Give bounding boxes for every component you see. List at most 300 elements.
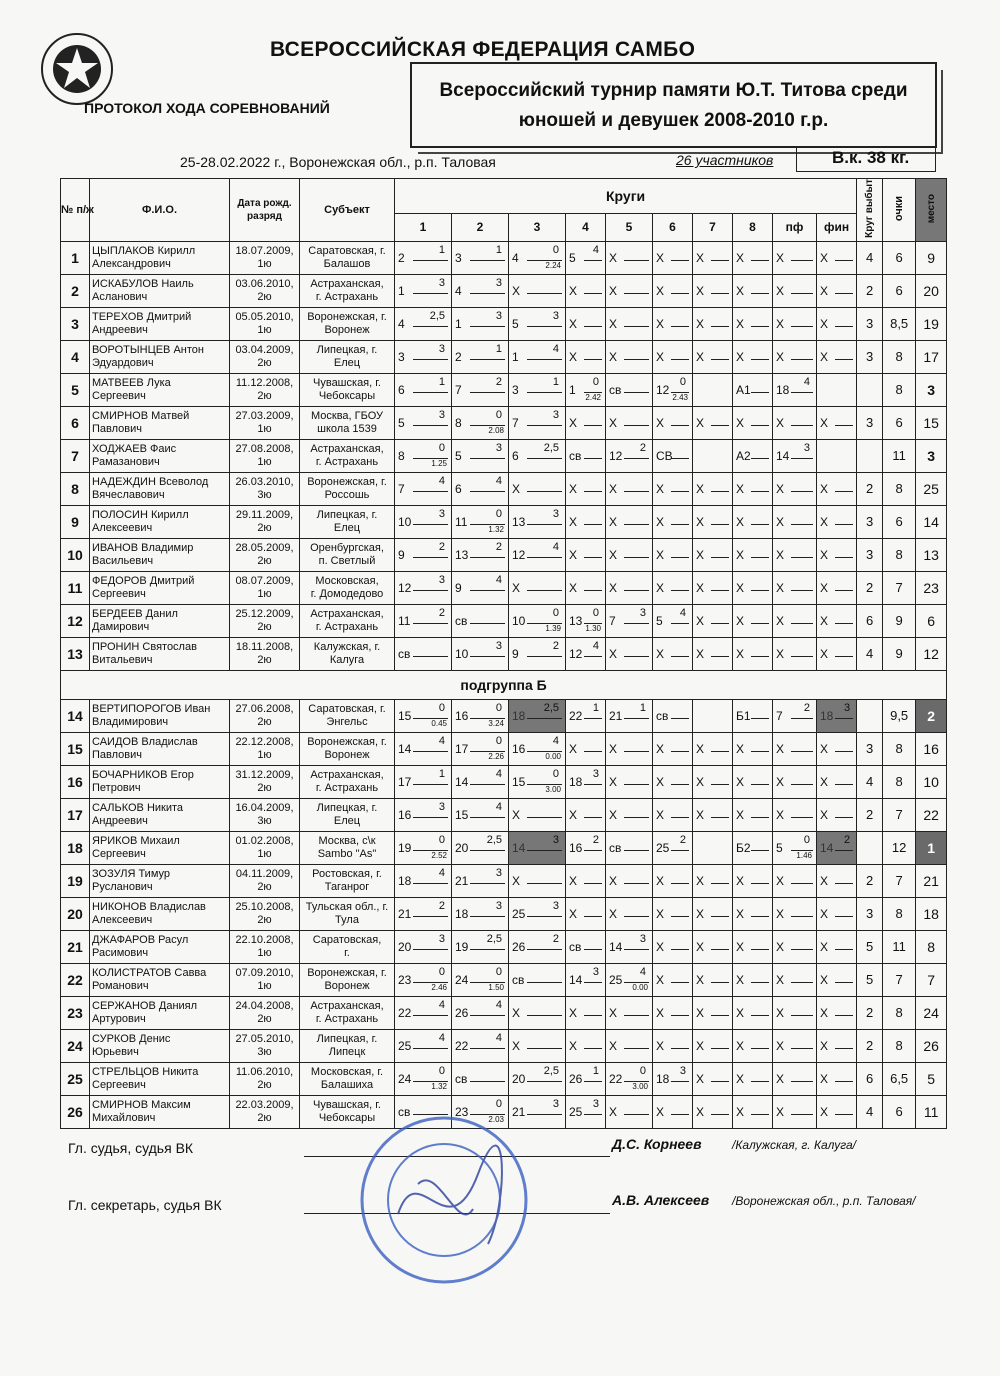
bout-line <box>751 949 769 950</box>
row-number: 13 <box>61 637 90 670</box>
athlete-patronymic: Романович <box>92 979 149 992</box>
bout-cell <box>817 699 857 732</box>
opponent-number: Х <box>609 1005 618 1020</box>
opponent-number: 17 <box>398 774 412 789</box>
bout-score: 2 <box>438 540 445 553</box>
opponent-number: 26 <box>569 1071 583 1086</box>
place: 18 <box>916 897 947 930</box>
bout-score: 0 <box>679 375 686 388</box>
opponent-number: 14 <box>398 741 412 756</box>
bout-cell <box>733 930 773 963</box>
bout-cell <box>566 831 606 864</box>
opponent-number: Х <box>656 807 665 822</box>
region-line2: Чебоксары <box>318 389 376 402</box>
athlete-patronymic: Юрьевич <box>92 1045 139 1058</box>
opponent-number: 15 <box>512 774 526 789</box>
bout-line <box>671 326 689 327</box>
opponent-number: Х <box>696 906 705 921</box>
bout-cell <box>817 897 857 930</box>
opponent-number: Х <box>569 415 578 430</box>
opponent-number: 1 <box>455 316 462 331</box>
opponent-number: 9 <box>455 580 462 595</box>
birth-date-value: 03.04.2009, <box>235 343 294 356</box>
round-out: 3 <box>857 406 883 439</box>
athlete-patronymic: Павлович <box>92 422 142 435</box>
bout-line <box>711 751 729 752</box>
opponent-number: Х <box>820 906 829 921</box>
bout-line <box>470 883 505 884</box>
bout-line <box>791 949 813 950</box>
athlete-patronymic: Алексеевич <box>92 521 153 534</box>
bout-line <box>470 359 505 360</box>
region-line1: Астраханская, <box>310 999 384 1012</box>
opponent-number: Х <box>696 316 705 331</box>
bout-cell <box>509 373 566 406</box>
region-line1: Саратовская, г. <box>308 702 386 715</box>
round-out: 2 <box>857 996 883 1029</box>
bout-cell <box>606 798 653 831</box>
opponent-number: Б2 <box>736 840 751 855</box>
bout-cell <box>566 604 606 637</box>
region-line1: Астраханская, <box>310 607 384 620</box>
bout-cell <box>606 963 653 996</box>
opponent-number: Х <box>656 283 665 298</box>
opponent-number: 1 <box>512 349 519 364</box>
bout-line <box>671 359 689 360</box>
birth-date-value: 18.07.2009, <box>235 244 294 257</box>
athlete-name <box>90 538 230 571</box>
bout-score: 1 <box>592 701 599 714</box>
points: 11 <box>883 439 916 472</box>
region-line1: Московская, г. <box>310 1065 384 1078</box>
points: 8 <box>883 732 916 765</box>
place: 22 <box>916 798 947 831</box>
bout-line <box>671 1015 689 1016</box>
opponent-number: 14 <box>776 448 790 463</box>
bout-cell <box>452 930 509 963</box>
opponent-number: Х <box>512 807 521 822</box>
athlete-name <box>90 1029 230 1062</box>
sport-rank: 2ю <box>257 554 272 567</box>
opponent-number: Х <box>656 741 665 756</box>
bout-cell <box>452 373 509 406</box>
region <box>300 699 395 732</box>
opponent-number: 25 <box>398 1038 412 1053</box>
bout-cell <box>566 373 606 406</box>
bout-cell <box>566 732 606 765</box>
row-number: 16 <box>61 765 90 798</box>
opponent-number: Х <box>736 1071 745 1086</box>
bout-line <box>470 1015 505 1016</box>
col-num-header: № п/ж <box>61 179 90 242</box>
bout-score: 3 <box>438 932 445 945</box>
bout-cell <box>653 340 693 373</box>
bout-line <box>624 326 649 327</box>
bout-cell <box>566 963 606 996</box>
bout-line <box>751 982 769 983</box>
opponent-number: св <box>398 646 411 661</box>
athlete-patronymic: Эдуардович <box>92 356 154 369</box>
opponent-number: Х <box>820 646 829 661</box>
place: 17 <box>916 340 947 373</box>
birth-date <box>230 897 300 930</box>
table-row <box>61 930 947 963</box>
bout-score: 3 <box>552 408 559 421</box>
opponent-number: 11 <box>398 613 411 628</box>
opponent-number: Х <box>776 547 785 562</box>
bout-score: 3 <box>495 309 502 322</box>
bout-cell <box>509 505 566 538</box>
bout-line <box>791 1081 813 1082</box>
bout-cell <box>395 241 452 274</box>
opponent-number: 4 <box>512 250 519 265</box>
opponent-number: Х <box>609 250 618 265</box>
bout-score: 2 <box>639 441 646 454</box>
bout-score: 2 <box>438 899 445 912</box>
row-number: 12 <box>61 604 90 637</box>
bout-score: 2 <box>495 375 502 388</box>
opponent-number: Х <box>776 972 785 987</box>
opponent-number: Х <box>609 873 618 888</box>
protocol-table <box>60 178 947 1129</box>
bout-cell <box>773 930 817 963</box>
bout-line <box>711 623 729 624</box>
bout-cell <box>452 996 509 1029</box>
bout-cell <box>395 864 452 897</box>
opponent-number: Х <box>569 283 578 298</box>
birth-date-value: 18.11.2008, <box>235 640 294 653</box>
round-out: 2 <box>857 864 883 897</box>
birth-date-value: 11.12.2008, <box>235 376 294 389</box>
row-number: 10 <box>61 538 90 571</box>
bout-cell <box>693 505 733 538</box>
bout-cell <box>452 1029 509 1062</box>
opponent-number: Х <box>696 972 705 987</box>
opponent-number: 18 <box>512 708 526 723</box>
bout-line <box>413 817 448 818</box>
opponent-number: Х <box>609 906 618 921</box>
region <box>300 406 395 439</box>
bout-line <box>791 425 813 426</box>
birth-date-value: 25.10.2008, <box>235 900 294 913</box>
opponent-number: Х <box>736 283 745 298</box>
bout-line <box>413 916 448 917</box>
bout-cell <box>653 439 693 472</box>
bout-line <box>527 491 562 492</box>
bout-cell <box>395 699 452 732</box>
bout-score: 3 <box>438 573 445 586</box>
athlete-patronymic: Русланович <box>92 880 153 893</box>
bout-cell <box>653 538 693 571</box>
bout-cell <box>395 1029 452 1062</box>
athlete-surname: СМИРНОВ Матвей <box>92 409 190 422</box>
opponent-number: 18 <box>398 873 412 888</box>
region-line1: Липецкая, г. <box>316 343 378 356</box>
bout-cell <box>452 798 509 831</box>
bout-cell <box>773 604 817 637</box>
bout-cell <box>817 765 857 798</box>
row-number: 9 <box>61 505 90 538</box>
bout-score: 4 <box>552 540 559 553</box>
bout-line <box>624 425 649 426</box>
bout-cell <box>509 930 566 963</box>
opponent-number: 19 <box>455 939 469 954</box>
bout-cell <box>653 765 693 798</box>
opponent-number: 25 <box>512 906 526 921</box>
sport-rank: 1ю <box>257 455 272 468</box>
opponent-number: 2 <box>398 250 405 265</box>
bout-line <box>671 817 689 818</box>
bout-line <box>835 1048 853 1049</box>
athlete-surname: САЛЬКОВ Никита <box>92 801 184 814</box>
bout-line <box>791 916 813 917</box>
place: 10 <box>916 765 947 798</box>
bout-line <box>527 392 562 393</box>
bout-cell <box>817 340 857 373</box>
region <box>300 472 395 505</box>
bout-line <box>413 557 448 558</box>
bout-score: 3 <box>438 276 445 289</box>
bout-line <box>527 1081 562 1082</box>
bout-cell <box>733 1062 773 1095</box>
bout-line <box>671 982 689 983</box>
bout-line <box>751 392 769 393</box>
opponent-number: Х <box>569 514 578 529</box>
region <box>300 732 395 765</box>
opponent-number: Х <box>820 1005 829 1020</box>
opponent-number: Х <box>820 514 829 529</box>
opponent-number: 16 <box>569 840 583 855</box>
col-place-header: место <box>916 179 947 242</box>
bout-cell <box>509 699 566 732</box>
birth-date-value: 22.12.2008, <box>235 735 294 748</box>
region-line2: Энгельс <box>326 715 368 728</box>
region-line2: Балашов <box>323 257 371 270</box>
bout-line <box>671 656 689 657</box>
bout-score: 3 <box>495 639 502 652</box>
bout-line <box>624 850 649 851</box>
bout-cell <box>653 406 693 439</box>
bout-score: 4 <box>438 998 445 1011</box>
bout-cell <box>509 439 566 472</box>
opponent-number: 3 <box>455 250 462 265</box>
table-row <box>61 798 947 831</box>
birth-date <box>230 798 300 831</box>
region-line2: Елец <box>333 356 361 369</box>
bout-score: 2,5 <box>486 932 502 945</box>
bout-line <box>751 359 769 360</box>
round-header-3: 3 <box>509 213 566 241</box>
row-number: 26 <box>61 1095 90 1128</box>
region-line2: Липецк <box>328 1045 366 1058</box>
bout-cell <box>452 472 509 505</box>
bout-score: 2 <box>844 833 851 846</box>
opponent-number: 12 <box>398 580 412 595</box>
points: 9,5 <box>883 699 916 732</box>
bout-cell <box>693 897 733 930</box>
round-out <box>857 439 883 472</box>
bout-score: 4 <box>438 734 445 747</box>
bout-cell <box>653 798 693 831</box>
opponent-number: Х <box>696 1038 705 1053</box>
athlete-patronymic: Вячеславович <box>92 488 165 501</box>
row-number: 3 <box>61 307 90 340</box>
bout-time: 2.42 <box>585 392 601 402</box>
opponent-number: Х <box>609 1038 618 1053</box>
bout-cell <box>693 241 733 274</box>
region <box>300 897 395 930</box>
opponent-number: 9 <box>398 547 405 562</box>
bout-score: 3 <box>438 507 445 520</box>
opponent-number: Х <box>776 646 785 661</box>
bout-cell <box>733 340 773 373</box>
bout-cell <box>817 1029 857 1062</box>
bout-score: 3 <box>438 408 445 421</box>
opponent-number: 22 <box>455 1038 469 1053</box>
opponent-number: Х <box>569 1005 578 1020</box>
opponent-number: 23 <box>398 972 412 987</box>
bout-line <box>751 1114 769 1115</box>
bout-line <box>835 718 853 719</box>
opponent-number: Х <box>696 873 705 888</box>
bout-cell <box>452 831 509 864</box>
bout-cell <box>733 1029 773 1062</box>
table-row <box>61 897 947 930</box>
bout-line <box>671 293 689 294</box>
row-number: 14 <box>61 699 90 732</box>
points: 8 <box>883 538 916 571</box>
birth-date <box>230 1095 300 1128</box>
athlete-name <box>90 1095 230 1128</box>
place: 2 <box>916 699 947 732</box>
athlete-surname: ПРОНИН Святослав <box>92 640 197 653</box>
points: 8 <box>883 1029 916 1062</box>
athlete-name <box>90 373 230 406</box>
opponent-number: 6 <box>512 448 519 463</box>
opponent-number: Х <box>820 807 829 822</box>
bout-line <box>527 359 562 360</box>
bout-cell <box>509 241 566 274</box>
opponent-number: 26 <box>455 1005 469 1020</box>
opponent-number: 18 <box>820 708 834 723</box>
region-line2: Таганрог <box>324 880 370 893</box>
bout-cell <box>817 996 857 1029</box>
bout-score: 2,5 <box>429 309 445 322</box>
athlete-patronymic: Васильевич <box>92 554 154 567</box>
region-line2: Балашиха <box>320 1078 374 1091</box>
bout-cell <box>773 864 817 897</box>
points: 6,5 <box>883 1062 916 1095</box>
bout-line <box>711 491 729 492</box>
opponent-number: Х <box>820 613 829 628</box>
opponent-number: Х <box>569 316 578 331</box>
bout-cell <box>509 963 566 996</box>
bout-cell <box>773 307 817 340</box>
birth-date-value: 03.06.2010, <box>235 277 294 290</box>
bout-cell <box>509 732 566 765</box>
table-row <box>61 274 947 307</box>
bout-line <box>791 458 813 459</box>
round-out <box>857 699 883 732</box>
bout-cell <box>693 963 733 996</box>
bout-score: 1 <box>438 375 445 388</box>
athlete-surname: НИКОНОВ Владислав <box>92 900 206 913</box>
athlete-name <box>90 732 230 765</box>
athlete-name <box>90 340 230 373</box>
opponent-number: Х <box>512 481 521 496</box>
bout-cell <box>566 571 606 604</box>
athlete-name <box>90 798 230 831</box>
athlete-surname: САИДОВ Владислав <box>92 735 198 748</box>
bout-line <box>791 623 813 624</box>
bout-cell <box>733 798 773 831</box>
bout-line <box>584 293 602 294</box>
bout-line <box>470 590 505 591</box>
opponent-number: Х <box>736 873 745 888</box>
place: 6 <box>916 604 947 637</box>
opponent-number: Х <box>776 774 785 789</box>
bout-line <box>711 425 729 426</box>
bout-cell <box>395 930 452 963</box>
round-header-4: 4 <box>566 213 606 241</box>
opponent-number: Х <box>776 873 785 888</box>
bout-line <box>671 1114 689 1115</box>
athlete-patronymic: Андреевич <box>92 323 148 336</box>
region-line1: Астраханская, <box>310 442 384 455</box>
opponent-number: 20 <box>512 1071 526 1086</box>
bout-line <box>624 557 649 558</box>
bout-line <box>624 260 649 261</box>
opponent-number: Х <box>736 349 745 364</box>
bout-time: 2.08 <box>488 425 504 435</box>
row-number: 1 <box>61 241 90 274</box>
bout-score: 0 <box>495 1097 502 1110</box>
region-line1: Воронежская, г. <box>307 735 387 748</box>
bout-time: 1.25 <box>431 458 447 468</box>
bout-cell <box>693 831 733 864</box>
bout-line <box>791 784 813 785</box>
athlete-name <box>90 996 230 1029</box>
opponent-number: Х <box>569 1038 578 1053</box>
bout-line <box>711 656 729 657</box>
bout-score: 3 <box>495 276 502 289</box>
bout-cell <box>452 765 509 798</box>
bout-cell <box>773 831 817 864</box>
opponent-number: Х <box>696 613 705 628</box>
opponent-number: Х <box>820 349 829 364</box>
bout-score: 0 <box>495 965 502 978</box>
bout-score: 0 <box>438 441 445 454</box>
bout-cell <box>606 571 653 604</box>
opponent-number: 20 <box>455 840 469 855</box>
bout-cell <box>693 732 733 765</box>
bout-cell <box>452 864 509 897</box>
bout-line <box>835 916 853 917</box>
table-row <box>61 538 947 571</box>
opponent-number: Х <box>696 1071 705 1086</box>
bout-cell <box>693 571 733 604</box>
round-header-2: 2 <box>452 213 509 241</box>
athlete-patronymic: Дамирович <box>92 620 150 633</box>
athlete-patronymic: Сергеевич <box>92 587 146 600</box>
opponent-number: 12 <box>569 646 583 661</box>
bout-line <box>470 949 505 950</box>
bout-cell <box>653 1029 693 1062</box>
bout-line <box>624 817 649 818</box>
bout-line <box>835 1114 853 1115</box>
region <box>300 538 395 571</box>
bout-cell <box>733 241 773 274</box>
